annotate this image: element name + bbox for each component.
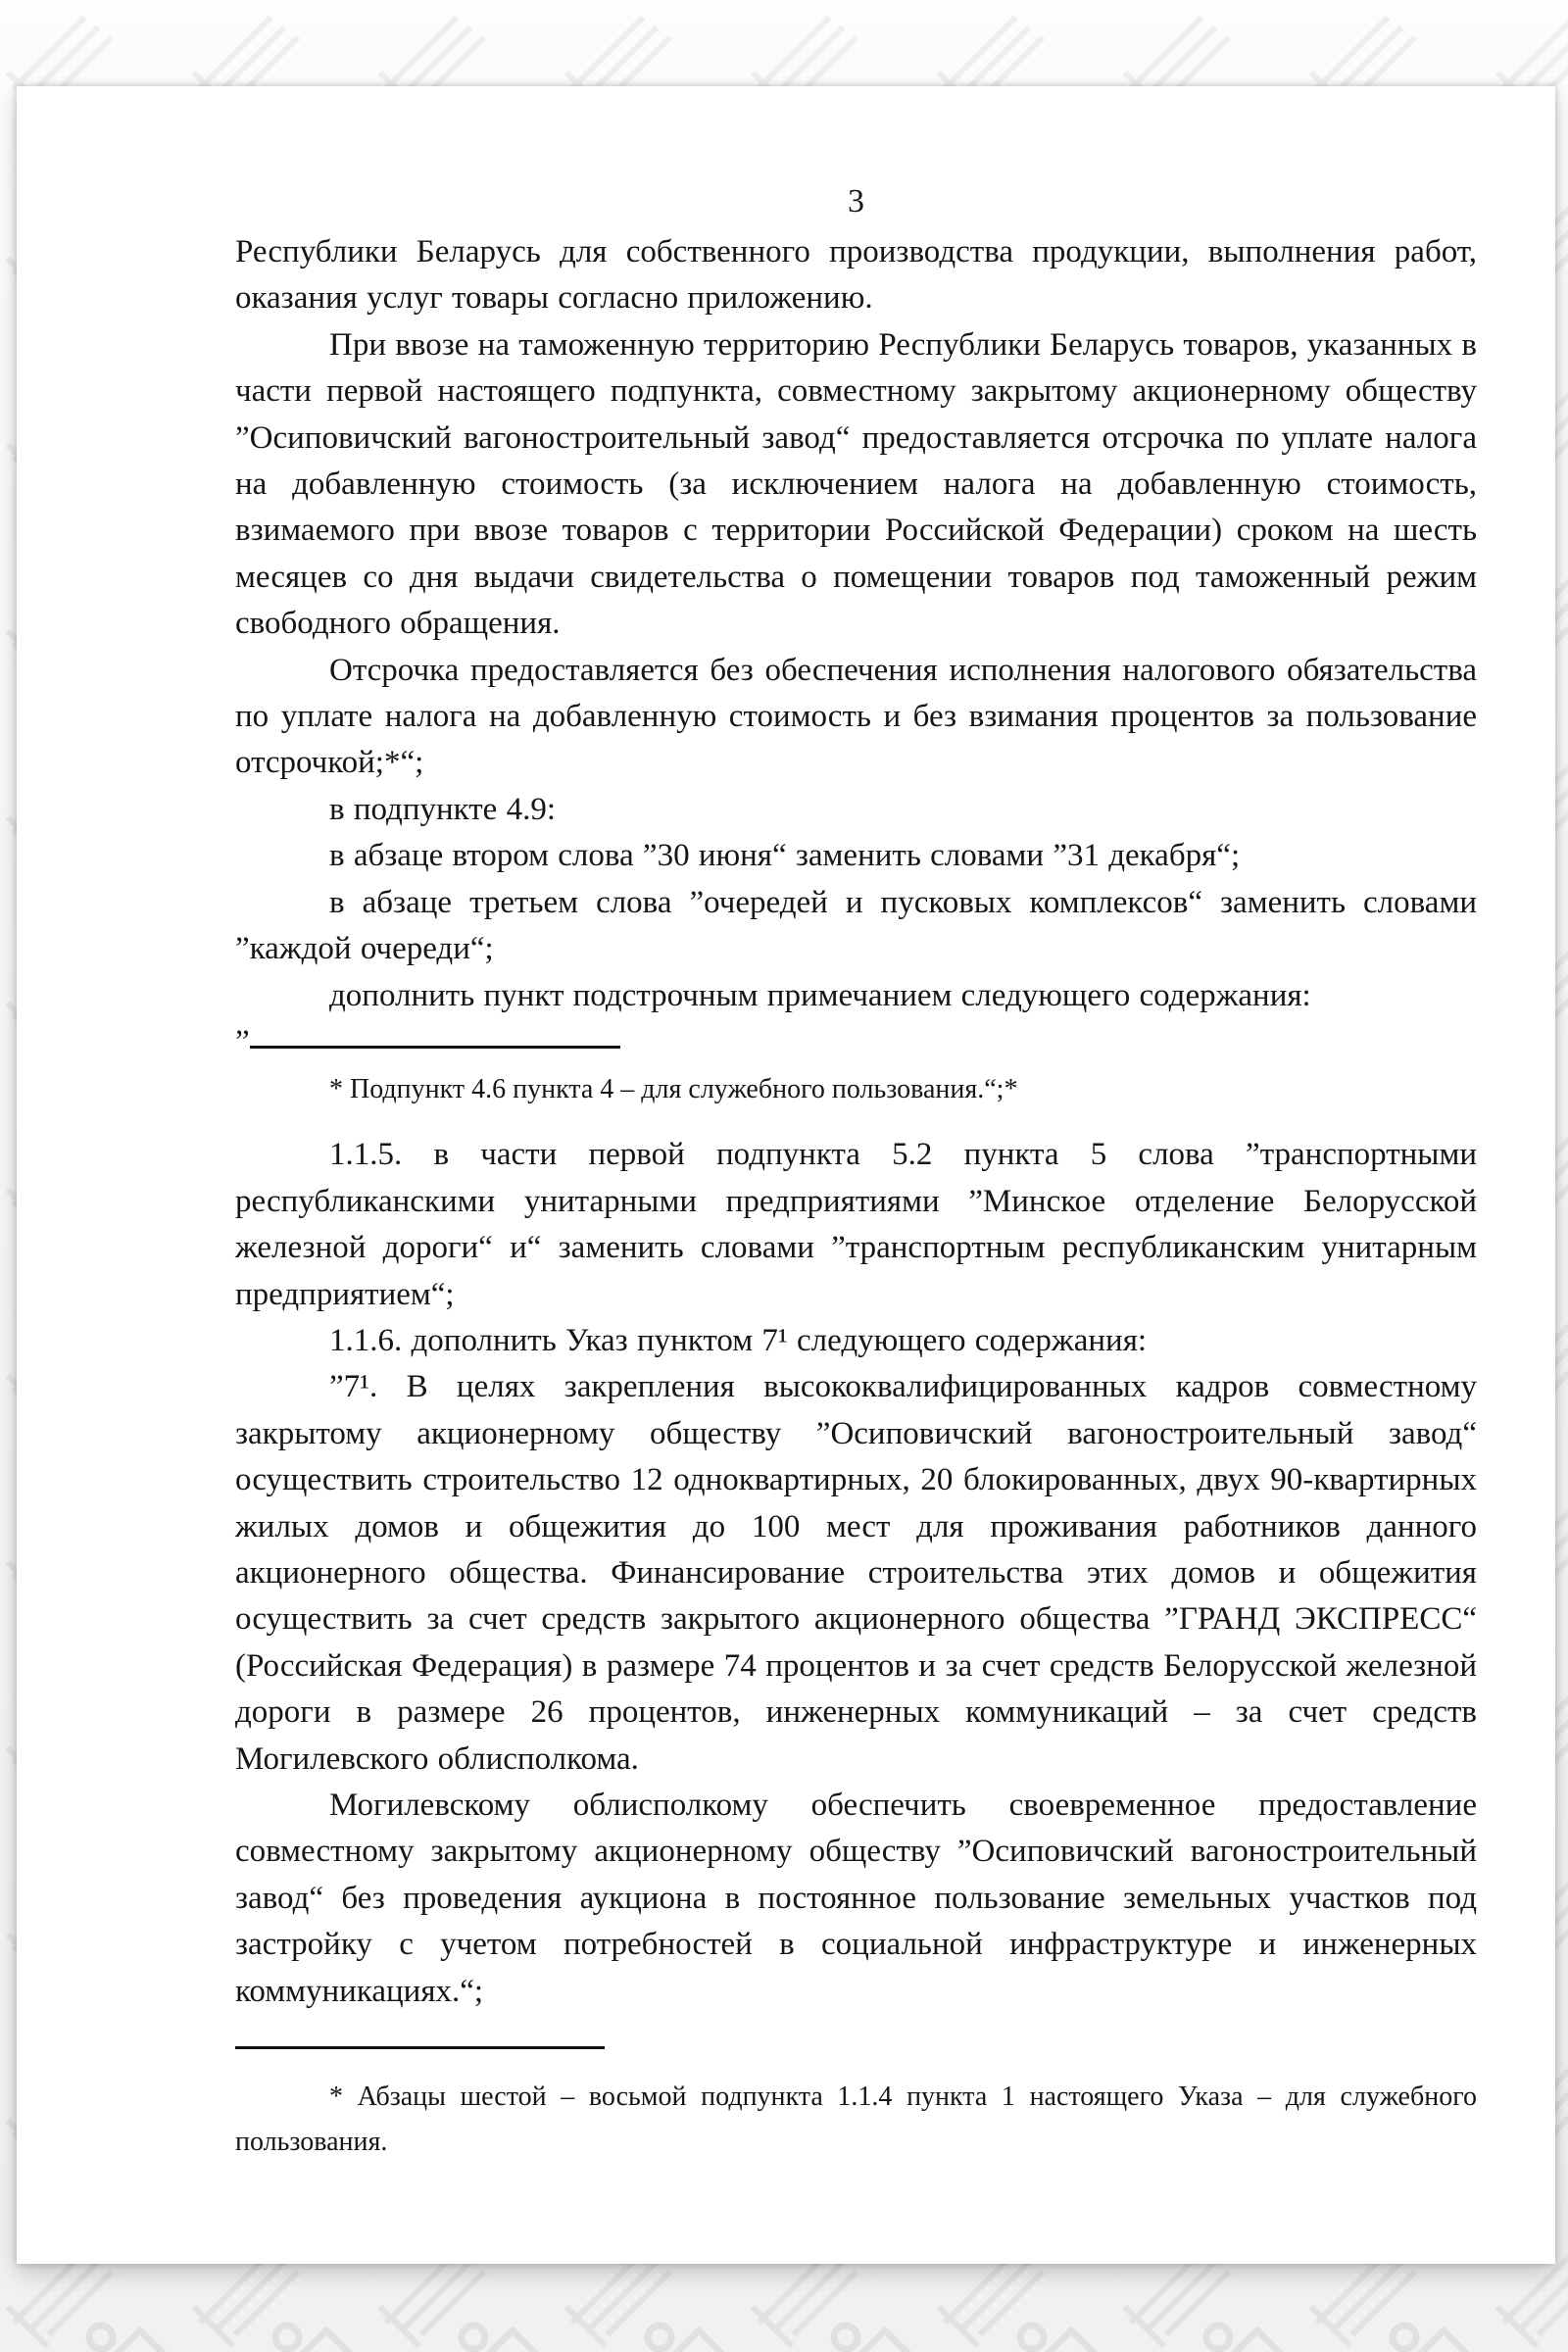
body-paragraph: в абзаце третьем слова ”очередей и пусковых комплексов“ заменить словами ”каждой очереди“; bbox=[235, 884, 1477, 967]
footnote-separator-line bbox=[235, 2046, 605, 2049]
body-paragraph: Могилевскому облисполкому обеспечить своевременное предоставление совместному закрытому акционерному обществу ”Осиповичский вагоностроительный завод“ без проведения аукциона в постоянное пользование земельных участков под застройку с учетом потребностей в социальной инфраструктуре и инженерных коммуникациях.“; bbox=[235, 1788, 1477, 2009]
body-paragraph: в подпункте 4.9: bbox=[329, 791, 556, 827]
body-paragraph: в абзаце втором слова ”30 июня“ заменить словами ”31 декабря“; bbox=[329, 838, 1241, 874]
document-page bbox=[17, 86, 1555, 2264]
body-paragraph: ”7¹. В целях закрепления высококвалифицированных кадров совместному закрытому акционерному обществу ”Осиповичский вагоностроительный завод“ осуществить строительство 12 одноквартирных, 20 блокированных, двух 90-квартирных жилых домов и общежития до 100 мест для проживания работников данного акционерного общества. Финансирование строительства этих домов и общежития осуществить за счет средств закрытого акционерного общества ”ГРАНД ЭКСПРЕСС“ (Российская Федерация) в размере 74 процентов и за счет средств Белорусской железной дороги в размере 26 процентов, инженерных коммуникаций – за счет средств Могилевского облисполкома. bbox=[235, 1369, 1477, 1777]
document-text-block bbox=[235, 180, 1477, 2165]
quote-mark: ” bbox=[235, 1023, 250, 1059]
body-paragraph: Отсрочка предоставляется без обеспечения исполнения налогового обязательства по уплате налога на добавленную стоимость и без взимания процентов за пользование отсрочкой;*“; bbox=[235, 652, 1477, 781]
inline-footnote-separator-row bbox=[235, 1019, 1477, 1065]
inline-footnote-text: * Подпункт 4.6 пункта 4 – для служебного пользования.“;* bbox=[329, 1074, 1018, 1105]
page-number: 3 bbox=[848, 183, 864, 220]
body-paragraph: дополнить пункт подстрочным примечанием следующего содержания: bbox=[329, 977, 1311, 1013]
body-paragraph: Республики Беларусь для собственного производства продукции, выполнения работ, оказания услуг товары согласно приложению. bbox=[235, 234, 1477, 317]
body-paragraph: 1.1.6. дополнить Указ пунктом 7¹ следующего содержания: bbox=[329, 1322, 1148, 1358]
inline-footnote-rule bbox=[250, 1046, 620, 1049]
footnote-text: * Абзацы шестой – восьмой подпункта 1.1.4 пункта 1 настоящего Указа – для служебного пользования. bbox=[235, 2082, 1477, 2158]
body-paragraph: При ввозе на таможенную территорию Республики Беларусь товаров, указанных в части первой настоящего подпункта, совместному закрытому акционерному обществу ”Осиповичский вагоностроительный завод“ предоставляется отсрочка по уплате налога на добавленную стоимость (за исключением налога на добавленную стоимость, взимаемого при ввозе товаров с территории Российской Федерации) сроком на шесть месяцев со дня выдачи свидетельства о помещении товаров под таможенный режим свободного обращения. bbox=[235, 326, 1477, 642]
body-paragraph: 1.1.5. в части первой подпункта 5.2 пункта 5 слова ”транспортными республиканскими унитарными предприятиями ”Минское отделение Белорусской железной дороги“ и“ заменить словами ”транспортным республиканским унитарным предприятием“; bbox=[235, 1137, 1477, 1312]
footnote-block bbox=[235, 2046, 1477, 2165]
